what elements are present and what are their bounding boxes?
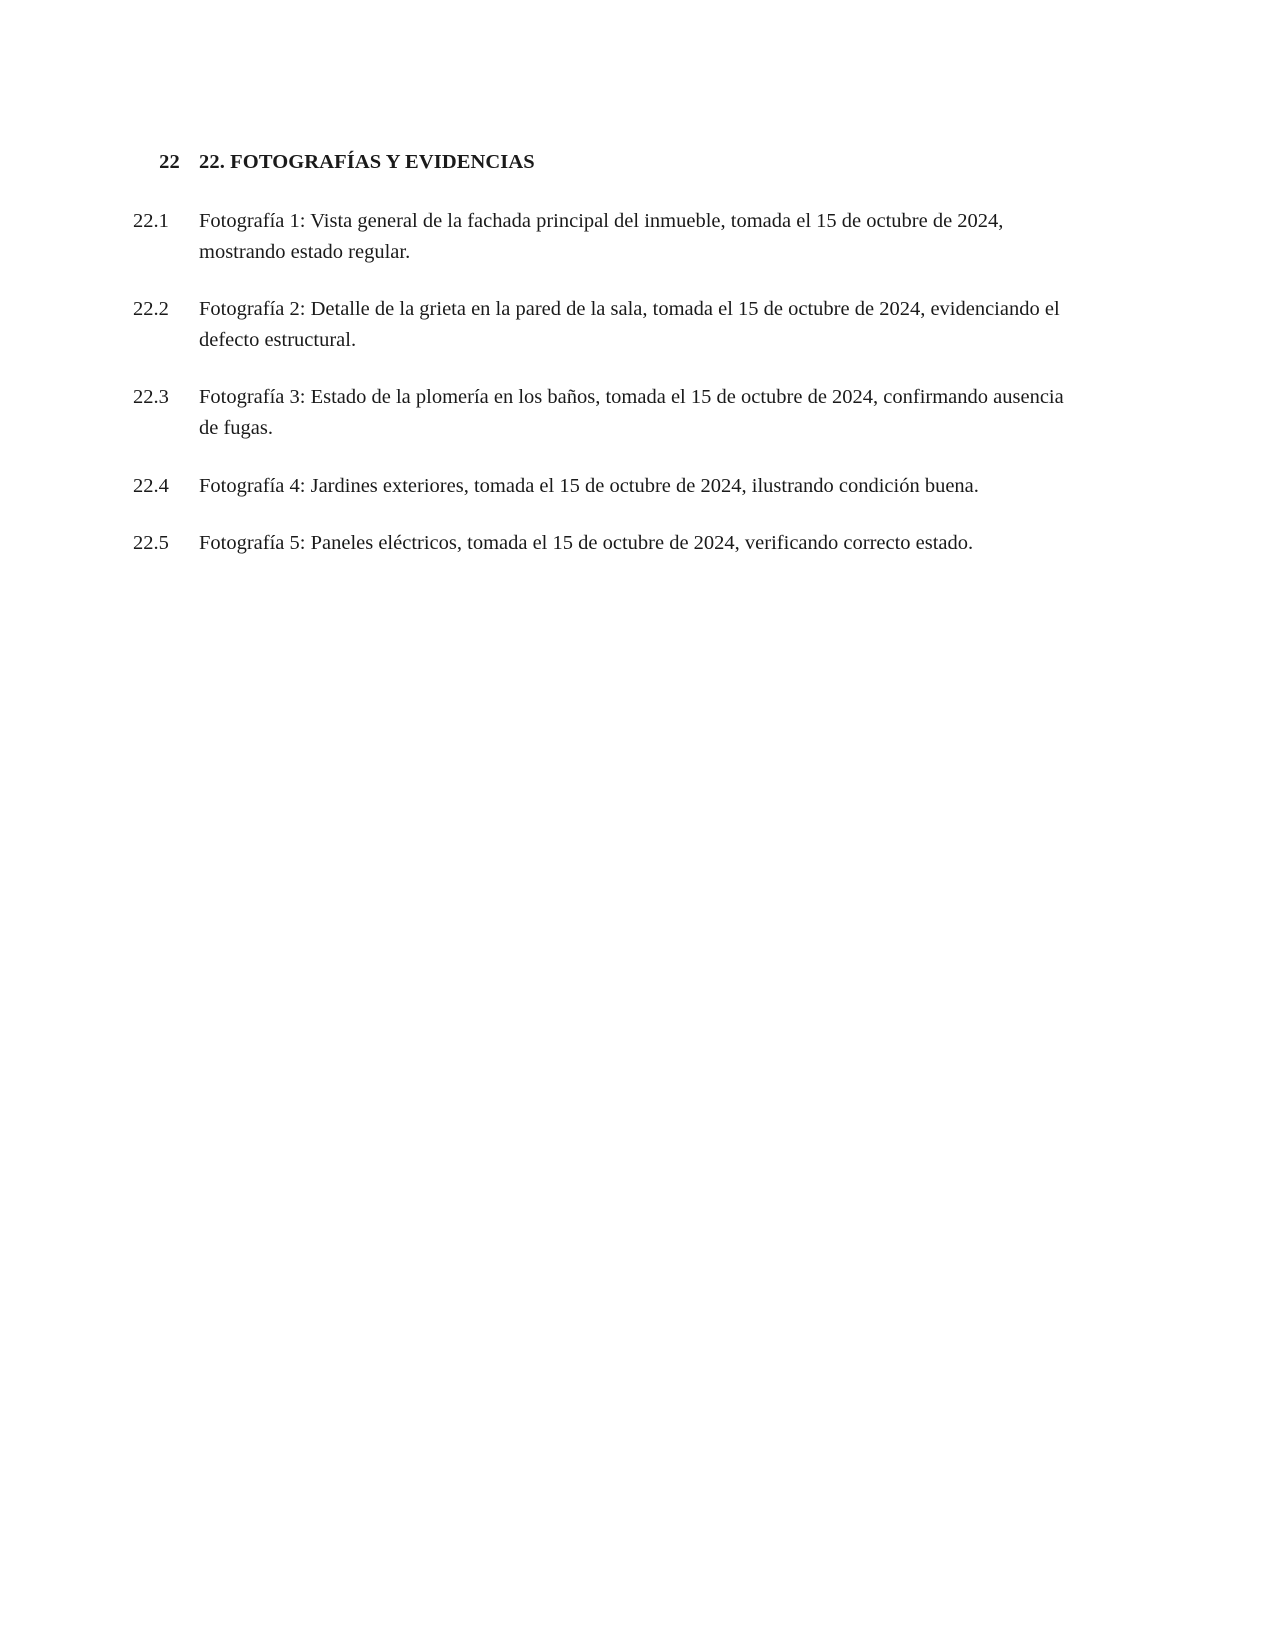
list-item-text: Fotografía 5: Paneles eléctricos, tomada el 15 de octubre de 2024, verificando correcto estado. bbox=[199, 531, 974, 554]
list-item bbox=[0, 294, 1275, 356]
document-body bbox=[0, 150, 1275, 559]
list-item-number: 22.5 bbox=[133, 531, 169, 554]
list-item bbox=[0, 382, 1275, 444]
list-item-number: 22.1 bbox=[133, 209, 169, 232]
list-item-number: 22.2 bbox=[133, 297, 169, 320]
list-item bbox=[0, 528, 1275, 559]
list-item-number: 22.4 bbox=[133, 474, 169, 497]
list-item bbox=[0, 471, 1275, 502]
list-item-text: Fotografía 3: Estado de la plomería en los baños, tomada el 15 de octubre de 2024, confirmando ausencia de fugas. bbox=[199, 386, 1064, 440]
list-item-number: 22.3 bbox=[133, 386, 169, 409]
list-item-text: Fotografía 2: Detalle de la grieta en la pared de la sala, tomada el 15 de octubre de 2024, evidenciando el defecto estructural. bbox=[199, 297, 1060, 352]
section-heading bbox=[0, 150, 1275, 176]
section-heading-number: 22 bbox=[159, 151, 180, 173]
section-heading-title: 22. FOTOGRAFÍAS Y EVIDENCIAS bbox=[199, 151, 535, 173]
list-item-text: Fotografía 1: Vista general de la fachada principal del inmueble, tomada el 15 de octubre de 2024, mostrando estado regular. bbox=[199, 209, 1004, 263]
list-item bbox=[0, 206, 1275, 268]
list-item-text: Fotografía 4: Jardines exteriores, tomada el 15 de octubre de 2024, ilustrando condición buena. bbox=[199, 474, 979, 497]
